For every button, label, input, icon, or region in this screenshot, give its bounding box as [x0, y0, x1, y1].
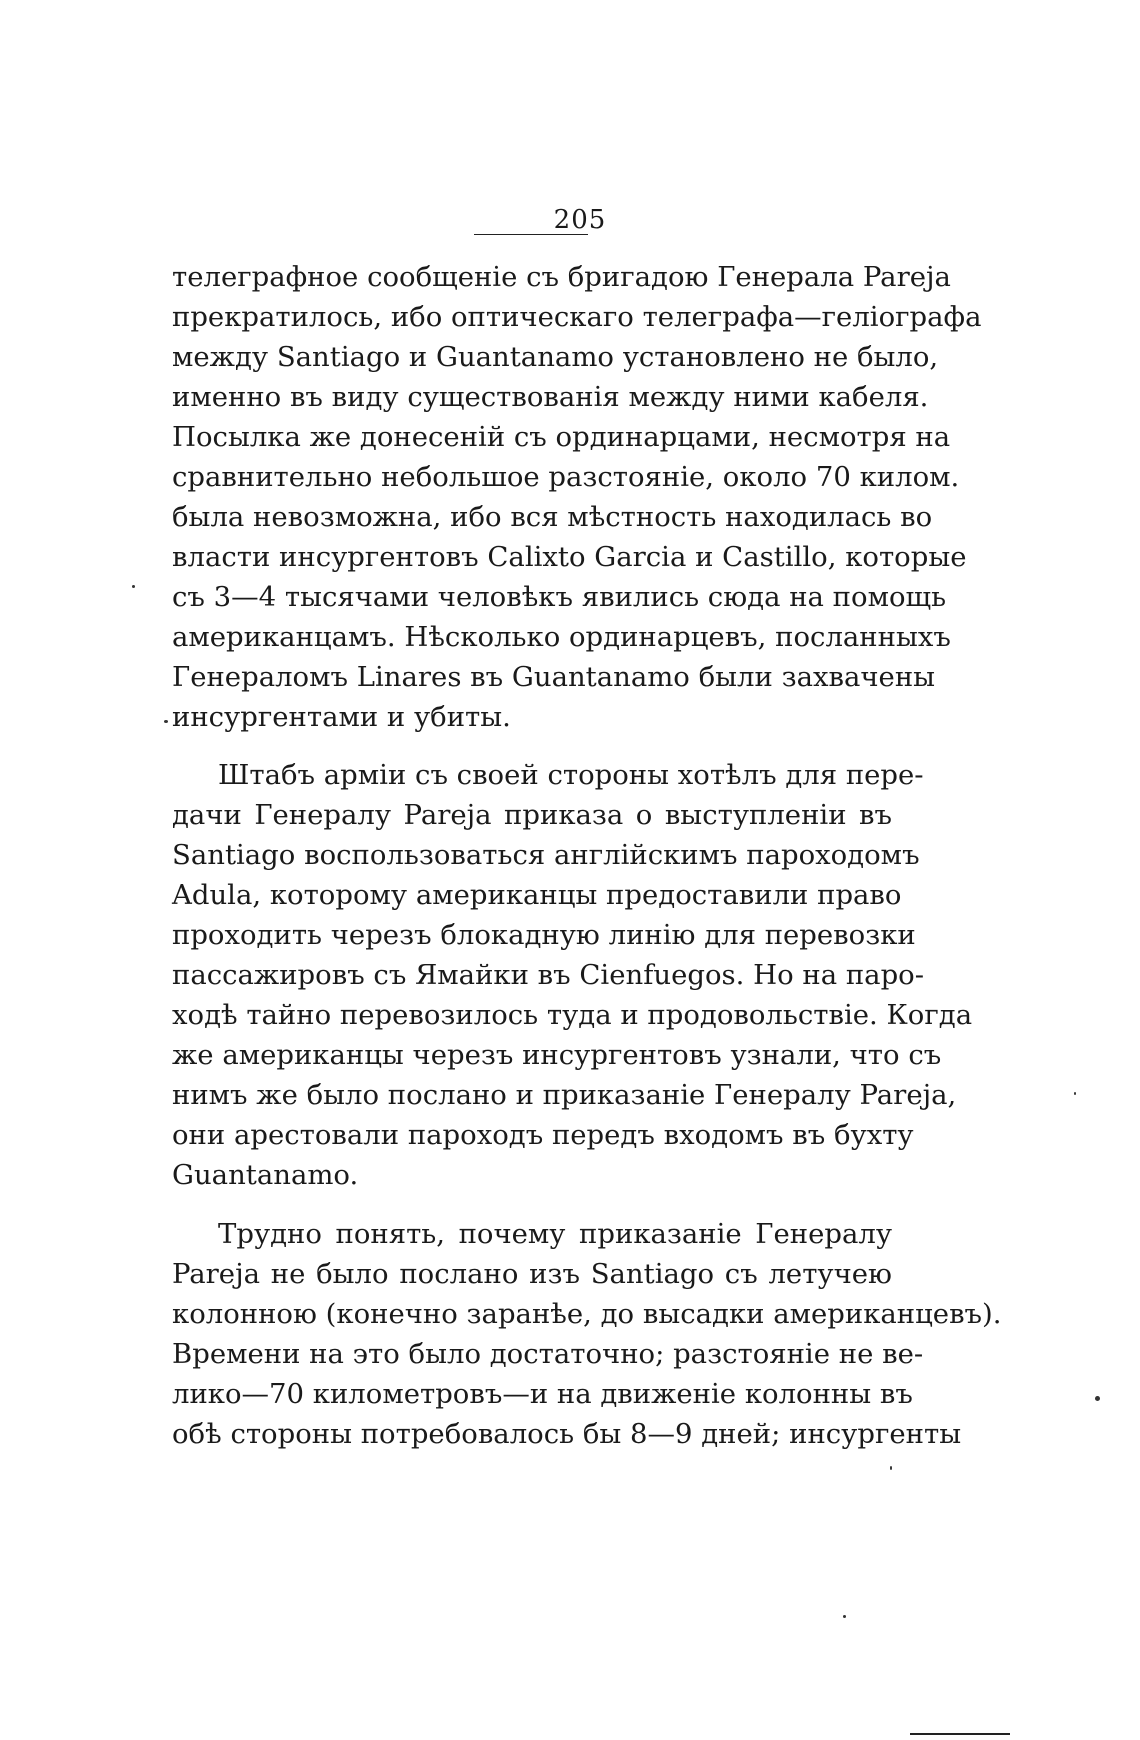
text-line: была невозможна, ибо вся мѣстность находилась во [172, 501, 933, 533]
scan-speck [164, 720, 168, 723]
paragraph-1 [172, 257, 982, 737]
text-line: Генераломъ Linares въ Guantanamo были захвачены [172, 661, 936, 693]
paragraph-3 [172, 1214, 1002, 1454]
text-line: телеграфное сообщеніе съ бригадою Генерала Pareja [172, 261, 951, 293]
text-line: американцамъ. Нѣсколько ординарцевъ, посланныхъ [172, 621, 951, 653]
text-line: съ 3—4 тысячами человѣкъ явились сюда на помощь [172, 581, 947, 613]
paragraph-2 [172, 755, 973, 1195]
text-line: пассажировъ съ Ямайки въ Cienfuegos. Но на паро- [172, 959, 925, 991]
scan-edge-rule [910, 1733, 1010, 1735]
text-line: дачи Генералу Pareja приказа о выступленіи въ [172, 799, 892, 831]
text-line: Santiago воспользоваться англійскимъ пароходомъ [172, 839, 920, 871]
scan-speck [1095, 1396, 1100, 1401]
text-line: Трудно понять, почему приказаніе Генералу [218, 1218, 892, 1250]
header-rule [474, 234, 588, 235]
text-line: колонною (конечно заранѣе, до высадки американцевъ). [172, 1298, 1002, 1330]
text-line: Pareja не было послано изъ Santiago съ летучею [172, 1258, 892, 1290]
page-number [0, 205, 1140, 235]
text-line: Времени на это было достаточно; разстояніе не ве- [172, 1338, 924, 1370]
text-line: Adula, которому американцы предоставили право [172, 879, 902, 911]
text-line: обѣ стороны потребовалось бы 8—9 дней; инсургенты [172, 1418, 962, 1450]
text-line: между Santiago и Guantanamo установлено не было, [172, 341, 939, 373]
text-line: сравнительно небольшое разстояніе, около 70 килом. [172, 461, 960, 493]
text-line: ходѣ тайно перевозилось туда и продовольствіе. Когда [172, 999, 973, 1031]
text-line: именно въ виду существованія между ними кабеля. [172, 381, 929, 413]
text-line: Посылка же донесеній съ ординарцами, несмотря на [172, 421, 951, 453]
text-line: прекратилось, ибо оптическаго телеграфа—геліографа [172, 301, 982, 333]
text-line: они арестовали пароходъ передъ входомъ въ бухту [172, 1119, 914, 1151]
text-line: лико—70 километровъ—и на движеніе колонны въ [172, 1378, 913, 1410]
scan-speck [890, 1466, 892, 1470]
scan-speck [1074, 1092, 1076, 1095]
text-line: же американцы черезъ инсургентовъ узнали, что съ [172, 1039, 942, 1071]
text-line: Штабъ арміи съ своей стороны хотѣлъ для пере- [218, 759, 924, 791]
scan-speck [843, 1615, 846, 1618]
text-line: власти инсургентовъ Calixto Garcia и Castillo, которые [172, 541, 967, 573]
text-line: нимъ же было послано и приказаніе Генералу Pareja, [172, 1079, 957, 1111]
text-line: Guantanamo. [172, 1159, 359, 1191]
text-line: проходить черезъ блокадную линію для перевозки [172, 919, 916, 951]
text-line: инсургентами и убиты. [172, 701, 511, 733]
page-number-text: 205 [553, 205, 607, 235]
scan-speck [132, 585, 135, 588]
